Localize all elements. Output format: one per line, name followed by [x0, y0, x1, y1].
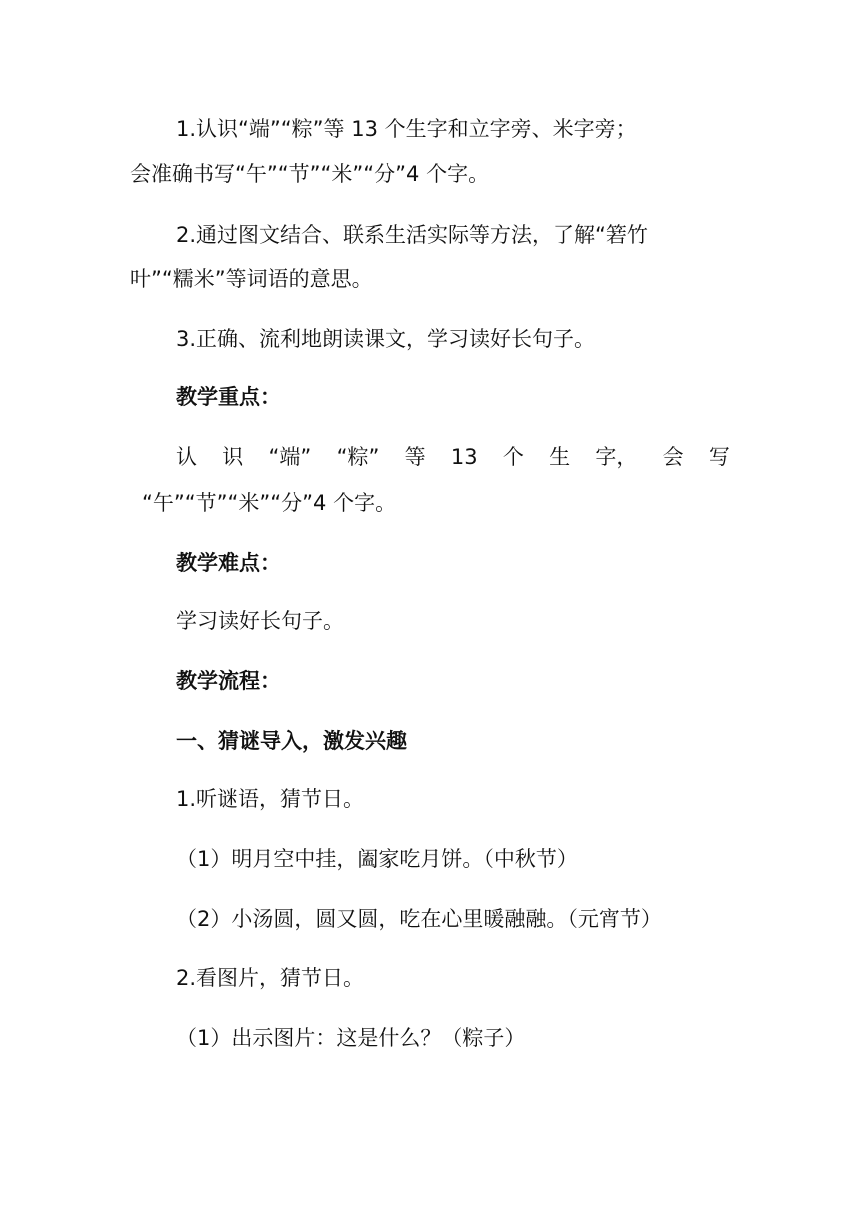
key-points-word: 生 — [549, 445, 571, 469]
objective-1-line-2: 会准确书写“午”“节”“米”“分”4 个字。 — [130, 162, 490, 186]
objective-3: 3.正确、流利地朗读课文，学习读好长句子。 — [176, 327, 596, 351]
objective-2-line-1: 2.通过图文结合、联系生活实际等方法，了解“箬竹 — [176, 223, 648, 247]
picture-1: （1）出示图片：这是什么？（粽子） — [176, 1026, 526, 1050]
process-step-2: 2.看图片，猜节日。 — [176, 966, 365, 990]
section-1-title: 一、猜谜导入，激发兴趣 — [176, 729, 407, 753]
riddle-2: （2）小汤圆，圆又圆，吃在心里暖融融。（元宵节） — [176, 907, 662, 931]
key-points-line-1 — [176, 443, 730, 471]
process-step-1: 1.听谜语，猜节日。 — [176, 787, 365, 811]
key-points-heading: 教学重点： — [176, 385, 281, 409]
objective-1-line-1: 1.认识“端”“粽”等 13 个生字和立字旁、米字旁； — [176, 117, 637, 141]
key-points-word: 等 — [404, 445, 426, 469]
key-points-word: “端” — [268, 445, 312, 469]
key-points-word: 识 — [222, 445, 244, 469]
key-points-word: 字， — [595, 445, 638, 469]
difficulties-text: 学习读好长句子。 — [176, 609, 344, 633]
objective-2-line-2: 叶”“糯米”等词语的意思。 — [130, 267, 373, 291]
key-points-word: 个 — [502, 445, 524, 469]
key-points-word: 写 — [708, 445, 730, 469]
process-heading: 教学流程： — [176, 669, 281, 693]
difficulties-heading: 教学难点： — [176, 551, 281, 575]
key-points-line-2: “午”“节”“米”“分”4 个字。 — [142, 491, 397, 515]
riddle-1: （1）明月空中挂，阖家吃月饼。（中秋节） — [176, 847, 578, 871]
key-points-word: 13 — [450, 445, 478, 469]
key-points-word: “粽” — [336, 445, 380, 469]
key-points-word: 认 — [176, 445, 197, 469]
key-points-word: 会 — [662, 445, 684, 469]
